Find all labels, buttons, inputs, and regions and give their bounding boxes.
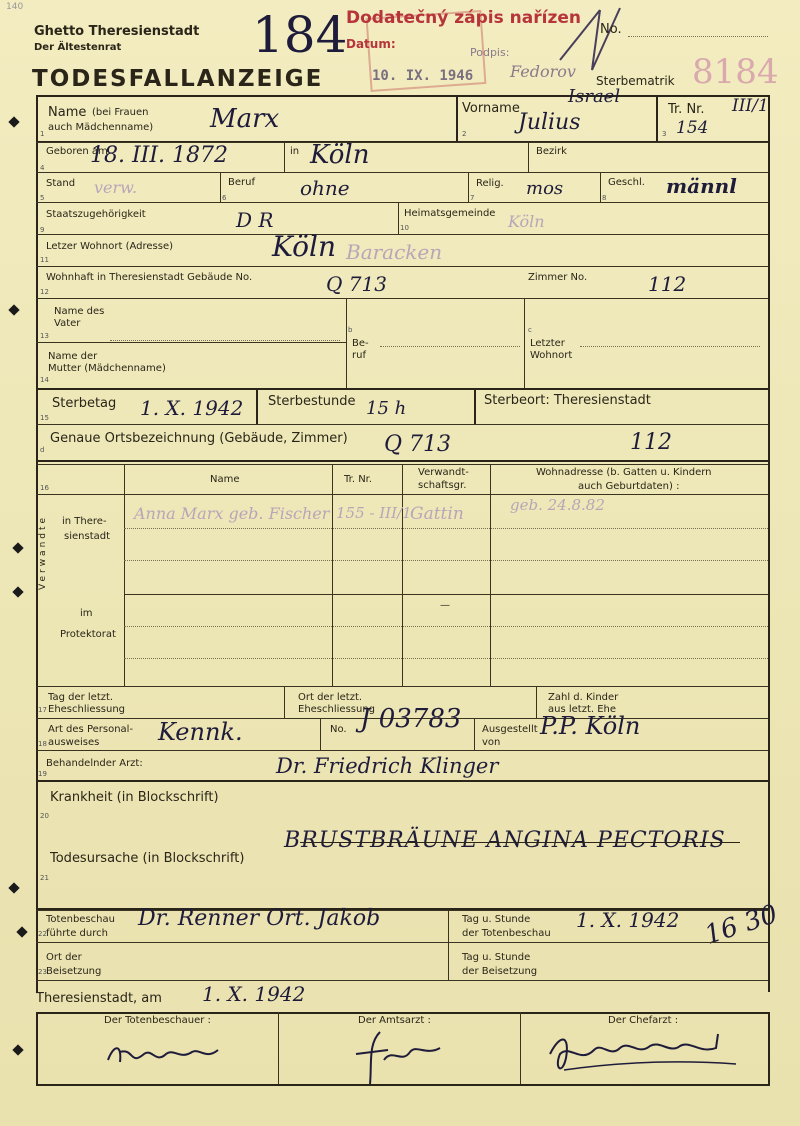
sig3-label: Der Chefarzt : xyxy=(608,1015,679,1026)
geschl-value: männl xyxy=(666,174,737,198)
geboren-value: 18. III. 1872 xyxy=(90,143,229,168)
field-number: 16 xyxy=(40,484,49,492)
col-wohn1: Wohnadresse (b. Gatten u. Kindern xyxy=(536,467,712,478)
tag-beschau-label2: der Totenbeschau xyxy=(462,928,551,939)
sig2-label: Der Amtsarzt : xyxy=(358,1015,431,1026)
no-label: No. xyxy=(600,22,622,37)
field-number: 12 xyxy=(40,288,49,296)
col-wohn2: auch Geburtdaten) : xyxy=(578,481,680,492)
im-label: im xyxy=(80,608,93,619)
sterbeort-label: Sterbeort: Theresienstadt xyxy=(484,393,651,408)
tag-ehe-label2: Eheschliessung xyxy=(48,704,126,715)
name-sub2: auch Mädchenname) xyxy=(48,122,154,133)
stand-value: verw. xyxy=(94,178,138,197)
letzter-label1: Letzter xyxy=(530,338,565,349)
krankheit-label: Krankheit (in Blockschrift) xyxy=(50,790,219,805)
in-label: in xyxy=(290,146,300,157)
heimat-label: Heimatsgemeinde xyxy=(404,208,496,219)
in-there2: sienstadt xyxy=(64,531,111,542)
ausweis-no-value: J 03783 xyxy=(360,704,462,734)
orts-label: Genaue Ortsbezeichnung (Gebäude, Zimmer) xyxy=(50,431,348,446)
field-letter: b xyxy=(348,326,353,334)
field-number: 8 xyxy=(602,194,607,202)
wohnort-label: Letzer Wohnort (Adresse) xyxy=(46,241,174,252)
field-number: 3 xyxy=(662,130,667,138)
vater-label2: Vater xyxy=(54,318,81,329)
bezirk-label: Bezirk xyxy=(536,146,567,157)
place-date: 1. X. 1942 xyxy=(202,982,306,1006)
geboren-label: Geboren am xyxy=(46,146,108,157)
ausgestellt-value: P.P. Köln xyxy=(540,712,641,740)
stamp-date: 10. IX. 1946 xyxy=(372,68,474,84)
sig1-label: Der Totenbeschauer : xyxy=(104,1015,211,1026)
totenbeschau-label2: führte durch xyxy=(46,928,108,939)
beschau-time-value: 16 30 xyxy=(701,899,782,951)
staats-value: D R xyxy=(236,208,274,232)
art-label1: Art des Personal- xyxy=(48,724,134,735)
field-number: 19 xyxy=(38,770,47,778)
art-value: Kennk. xyxy=(158,718,243,746)
signature-totenbeschauer xyxy=(100,1030,230,1076)
tag-beschau-value: 1. X. 1942 xyxy=(576,908,680,932)
trnr-value1: III/1 xyxy=(732,96,769,116)
in-value: Köln xyxy=(310,140,370,170)
orts-value2: 112 xyxy=(630,430,672,455)
geschl-label: Geschl. xyxy=(608,177,645,188)
ort-beisetzung-label1: Ort der xyxy=(46,952,82,963)
gebaeude-label: Wohnhaft in Theresienstadt Gebäude No. xyxy=(46,272,253,283)
name-box xyxy=(36,95,770,143)
vater-label1: Name des xyxy=(54,306,105,317)
field-number: 17 xyxy=(38,706,47,714)
stand-label: Stand xyxy=(46,178,76,189)
relig-label: Relig. xyxy=(476,178,504,189)
relig-value: mos xyxy=(526,178,564,199)
dash-mark: — xyxy=(440,600,450,611)
relative-verw: Gattin xyxy=(410,504,464,524)
totenbeschau-label1: Totenbeschau xyxy=(46,914,115,925)
ort-beisetzung-label2: Beisetzung xyxy=(46,966,102,977)
trnr-value2: 154 xyxy=(676,118,709,138)
sterbestunde-label: Sterbestunde xyxy=(268,394,356,409)
tag-beisetzung-label1: Tag u. Stunde xyxy=(462,952,531,963)
mutter-label1: Name der xyxy=(48,351,98,362)
field-number: 7 xyxy=(470,194,475,202)
matrik-number: 8184 xyxy=(692,52,779,92)
sterbestunde-value: 15 h xyxy=(366,398,407,419)
staats-label: Staatszugehörigkeit xyxy=(46,209,146,220)
disease-value: BRUSTBRÄUNE ANGINA PECTORIS xyxy=(284,828,726,853)
field-number: 15 xyxy=(40,414,49,422)
field-number: 1 xyxy=(40,130,45,138)
tag-beschau-label1: Tag u. Stunde xyxy=(462,914,531,925)
arzt-value: Dr. Friedrich Klinger xyxy=(276,754,499,778)
wohnort-value: Köln xyxy=(272,230,337,263)
field-number: 14 xyxy=(40,376,49,384)
parents-beruf1: Be- xyxy=(352,338,369,349)
field-number: 13 xyxy=(40,332,49,340)
field-number: 10 xyxy=(400,224,409,232)
relative-wohn: geb. 24.8.82 xyxy=(510,496,605,514)
org-council: Der Ältestenrat xyxy=(34,42,122,53)
field-number: 9 xyxy=(40,226,45,234)
field-number: 22 xyxy=(38,930,47,938)
ort-ehe-label2: Eheschliessung xyxy=(298,704,376,715)
trnr-label: Tr. Nr. xyxy=(668,102,705,117)
name-sub1: (bei Frauen xyxy=(92,107,149,118)
ursache-label: Todesursache (in Blockschrift) xyxy=(50,851,245,866)
arzt-label: Behandelnder Arzt: xyxy=(46,758,143,769)
kinder-label1: Zahl d. Kinder xyxy=(548,692,619,703)
stamp-podpis: Podpis: xyxy=(470,46,510,59)
stamp-frame xyxy=(366,10,487,92)
stamp-signature: Fedorov xyxy=(510,62,576,81)
signature-amtsarzt xyxy=(340,1024,460,1088)
zimmer-value: 112 xyxy=(648,272,687,296)
field-number: 4 xyxy=(40,164,45,172)
sterbematrik-label: Sterbematrik xyxy=(596,74,675,88)
beruf-label: Beruf xyxy=(228,177,255,188)
ausgestellt-label1: Ausgestellt xyxy=(482,724,538,735)
field-number: 6 xyxy=(222,194,227,202)
col-verw1: Verwandt- xyxy=(418,467,469,478)
field-number: 11 xyxy=(40,256,49,264)
totenbeschau-value: Dr. Renner Ort. Jakob xyxy=(138,906,381,931)
col-name: Name xyxy=(210,474,240,485)
field-number: 5 xyxy=(40,194,45,202)
sterbetag-value: 1. X. 1942 xyxy=(140,396,244,420)
field-number: 18 xyxy=(38,740,47,748)
place-label: Theresienstadt, am xyxy=(36,991,162,1006)
art-label2: ausweises xyxy=(48,737,100,748)
ausweis-no-label: No. xyxy=(330,724,347,735)
heimat-value: Köln xyxy=(508,212,545,231)
stamp-datum: Datum: xyxy=(346,37,396,51)
relative-name: Anna Marx geb. Fischer xyxy=(134,504,330,523)
col-trnr: Tr. Nr. xyxy=(344,474,373,485)
field-number: 23 xyxy=(38,968,47,976)
orts-value1: Q 713 xyxy=(384,432,452,457)
field-letter: d xyxy=(40,446,45,454)
sterbetag-label: Sterbetag xyxy=(52,396,117,411)
kinder-label2: aus letzt. Ehe xyxy=(548,704,617,715)
wohnort-extra: Baracken xyxy=(346,240,443,264)
field-number: 21 xyxy=(40,874,49,882)
stamp-line: Dodatečný zápis nařízen xyxy=(346,8,581,28)
verwandte-side-label: Verwandte xyxy=(38,514,48,590)
document-title: TODESFALLANZEIGE xyxy=(32,66,324,92)
field-letter: c xyxy=(528,326,532,334)
signature-chefarzt xyxy=(540,1024,740,1084)
mutter-label2: Mutter (Mädchenname) xyxy=(48,363,166,374)
name-label: Name xyxy=(48,105,87,120)
name-value: Marx xyxy=(210,104,280,134)
ausgestellt-label2: von xyxy=(482,737,501,748)
gebaeude-value: Q 713 xyxy=(326,272,387,296)
zimmer-label: Zimmer No. xyxy=(528,272,588,283)
relative-trnr: 155 - III/1 xyxy=(336,504,412,522)
stamp-strike-mark xyxy=(540,0,630,80)
vorname-label: Vorname xyxy=(462,101,520,116)
org-name: Ghetto Theresienstadt xyxy=(34,24,200,39)
field-number: 20 xyxy=(40,812,49,820)
in-there1: in There- xyxy=(62,516,107,527)
corner-mark: 140 xyxy=(6,2,24,12)
vorname-extra: Israel xyxy=(568,86,621,107)
letzter-label2: Wohnort xyxy=(530,350,573,361)
col-verw2: schaftsgr. xyxy=(418,480,467,491)
vorname-value: Julius xyxy=(518,110,581,135)
tag-ehe-label1: Tag der letzt. xyxy=(48,692,114,703)
ort-ehe-label1: Ort der letzt. xyxy=(298,692,363,703)
field-number: 2 xyxy=(462,130,467,138)
parents-beruf2: ruf xyxy=(352,350,366,361)
beruf-value: ohne xyxy=(300,176,350,200)
protektorat-label: Protektorat xyxy=(60,629,116,640)
handwritten-number: 184 xyxy=(252,6,348,64)
tag-beisetzung-label2: der Beisetzung xyxy=(462,966,538,977)
